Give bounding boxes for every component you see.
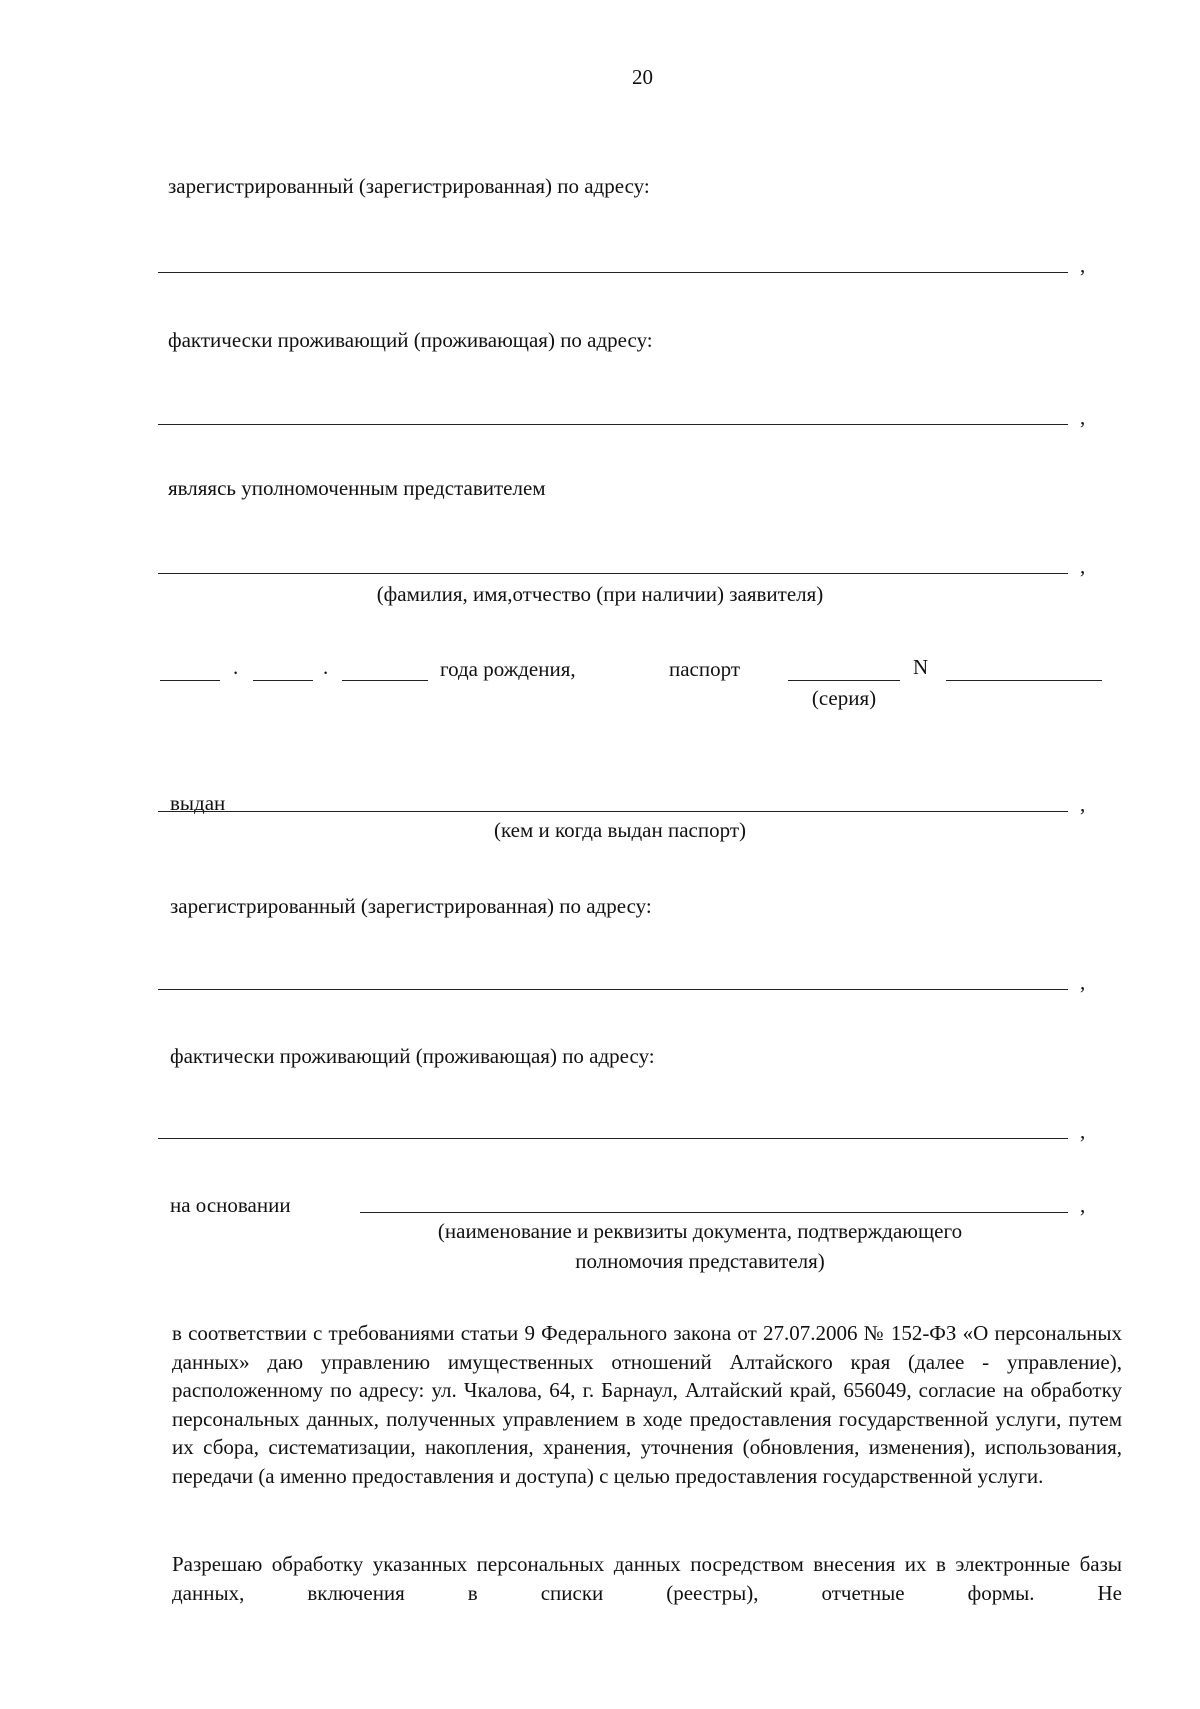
passport-label: паспорт [669,657,741,681]
passport-series-caption: (серия) [811,686,877,710]
consent-paragraph: в соответствии с требованиями статьи 9 Федерального закона от 27.07.2006 № 152-ФЗ «О персональных данных» даю управлению имущественных отношений Алтайского края (далее - управление), расположенному по адресу: ул. Чкалова, 64, г. Барнаул, Алтайский край, 656049, согласие на обработку персональных данных, полученных управлением в ходе предоставления государственной услуги, путем их сбора, систематизации, накопления, хранения, уточнения (обновления, изменения), использования, передачи (а именно предоставления и доступа) с целью предоставления государственной услуги. [172,1321,1122,1488]
actual-address-line[interactable] [158,424,1068,425]
comma: , [1080,554,1086,578]
actual-address-label: фактически проживающий (проживающая) по адресу: [170,1044,655,1068]
representative-label: являясь уполномоченным представителем [168,476,546,500]
birth-dot: . [233,655,239,679]
passport-number-line[interactable] [946,680,1102,681]
comma: , [1080,792,1086,816]
birth-dot: . [323,655,329,679]
comma: , [1080,1119,1086,1143]
birth-month-line[interactable] [253,680,313,681]
applicant-name-caption: (фамилия, имя,отчество (при наличии) заявителя) [376,582,824,606]
actual-address-line[interactable] [158,1138,1068,1139]
page-number: 20 [632,65,653,89]
comma: , [1080,970,1086,994]
birth-label: года рождения, [440,657,576,681]
basis-caption: полномочия представителя) [575,1249,825,1273]
comma: , [1080,253,1086,277]
comma: , [1080,1193,1086,1217]
actual-address-label: фактически проживающий (проживающая) по адресу: [168,328,653,352]
birth-year-line[interactable] [342,680,428,681]
applicant-name-line[interactable] [158,573,1068,574]
birth-day-line[interactable] [160,680,220,681]
registered-address-line[interactable] [158,272,1068,273]
issued-line[interactable] [158,811,1068,812]
basis-line[interactable] [360,1212,1068,1213]
passport-series-line[interactable] [788,680,900,681]
basis-caption: (наименование и реквизиты документа, подтверждающего [437,1219,963,1243]
registered-address-label: зарегистрированный (зарегистрированная) по адресу: [168,174,650,198]
registered-address-line[interactable] [158,989,1068,990]
basis-label: на основании [170,1193,291,1217]
issued-caption: (кем и когда выдан паспорт) [493,818,746,842]
registered-address-label: зарегистрированный (зарегистрированная) по адресу: [170,894,652,918]
passport-number-sign: N [913,655,929,679]
consent-paragraph: Разрешаю обработку указанных персональных данных посредством внесения их в электронные базы данных, включения в списки (реестры), отчетные формы. Не [172,1552,1122,1605]
issued-label: выдан [170,791,226,815]
comma: , [1080,405,1086,429]
